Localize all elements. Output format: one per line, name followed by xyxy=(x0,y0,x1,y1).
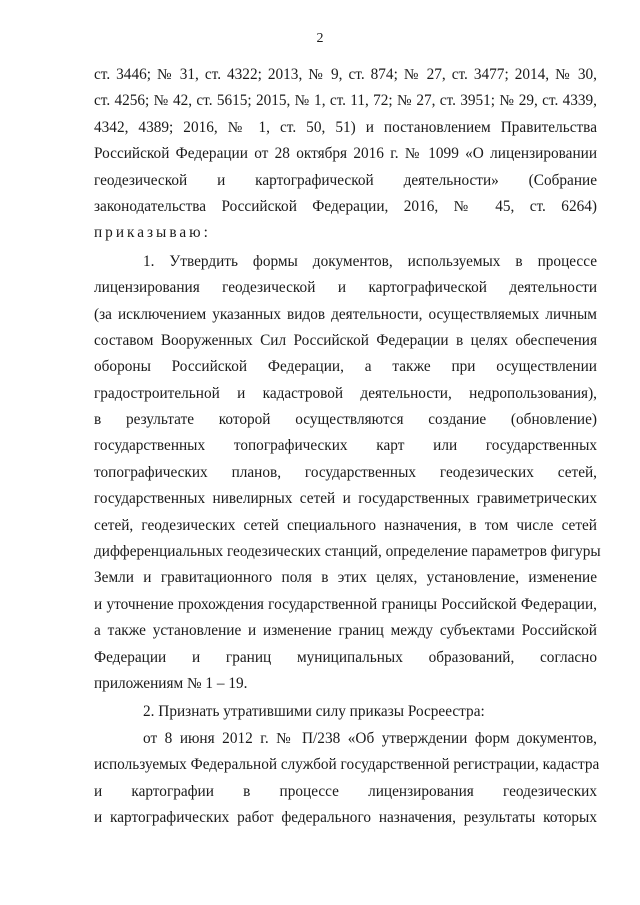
text-line: Федерации и границ муниципальных образований, согласно xyxy=(94,648,597,666)
text-line: приказываю: xyxy=(94,224,211,242)
text-line: обороны Российской Федерации, а также при осуществлении xyxy=(94,358,597,376)
text-line: топографических планов, государственных геодезических сетей, xyxy=(94,463,597,481)
text-line: дифференциальных геодезических станций, определение параметров фигуры xyxy=(94,543,601,561)
text-line: (за исключением указанных видов деятельности, осуществляемых личным xyxy=(94,305,597,323)
text-line: и картографии в процессе лицензирования геодезических xyxy=(94,782,597,800)
text-line: государственных топографических карт или государственных xyxy=(94,437,597,455)
text-line: ст. 3446; № 31, ст. 4322; 2013, № 9, ст. 874; № 27, ст. 3477; 2014, № 30, xyxy=(94,66,597,83)
text-line: а также установление и изменение границ между субъектами Российской xyxy=(94,622,597,640)
text-line: геодезической и картографической деятельности» (Собрание xyxy=(94,171,597,189)
text-line: приложениям № 1 – 19. xyxy=(94,674,248,692)
text-line: 2. Признать утратившими силу приказы Росреестра: xyxy=(143,703,485,721)
text-line: и уточнение прохождения государственной границы Российской Федерации, xyxy=(94,595,597,613)
document-text xyxy=(94,62,601,831)
text-line: и картографических работ федерального назначения, результаты которых xyxy=(94,808,597,826)
text-line: ст. 4256; № 42, ст. 5615; 2015, № 1, ст. 11, 72; № 27, ст. 3951; № 29, ст. 4339, xyxy=(94,92,597,110)
text-line: Российской Федерации от 28 октября 2016 г. № 1099 «О лицензировании xyxy=(94,145,597,163)
text-line: 4342, 4389; 2016, № 1, ст. 50, 51) и постановлением Правительства xyxy=(94,118,597,136)
text-line: в результате которой осуществляются создание (обновление) xyxy=(94,411,597,429)
text-line: сетей, геодезических сетей специального назначения, в том числе сетей xyxy=(94,516,597,534)
text-line: градостроительной и кадастровой деятельности, недропользования), xyxy=(94,384,597,402)
text-line: законодательства Российской Федерации, 2016, № 45, ст. 6264) xyxy=(94,197,597,215)
page-number: 2 xyxy=(316,31,324,46)
text-line: используемых Федеральной службой государственной регистрации, кадастра xyxy=(94,756,600,774)
text-line: 1. Утвердить формы документов, используемых в процессе xyxy=(143,252,597,270)
text-line: лицензирования геодезической и картографической деятельности xyxy=(94,279,597,297)
text-line: государственных нивелирных сетей и государственных гравиметрических xyxy=(94,490,597,508)
text-line: составом Вооруженных Сил Российской Федерации в целях обеспечения xyxy=(94,331,597,349)
text-line: от 8 июня 2012 г. № П/238 «Об утверждении форм документов, xyxy=(143,729,597,747)
text-line: Земли и гравитационного поля в этих целях, установление, изменение xyxy=(94,569,597,587)
